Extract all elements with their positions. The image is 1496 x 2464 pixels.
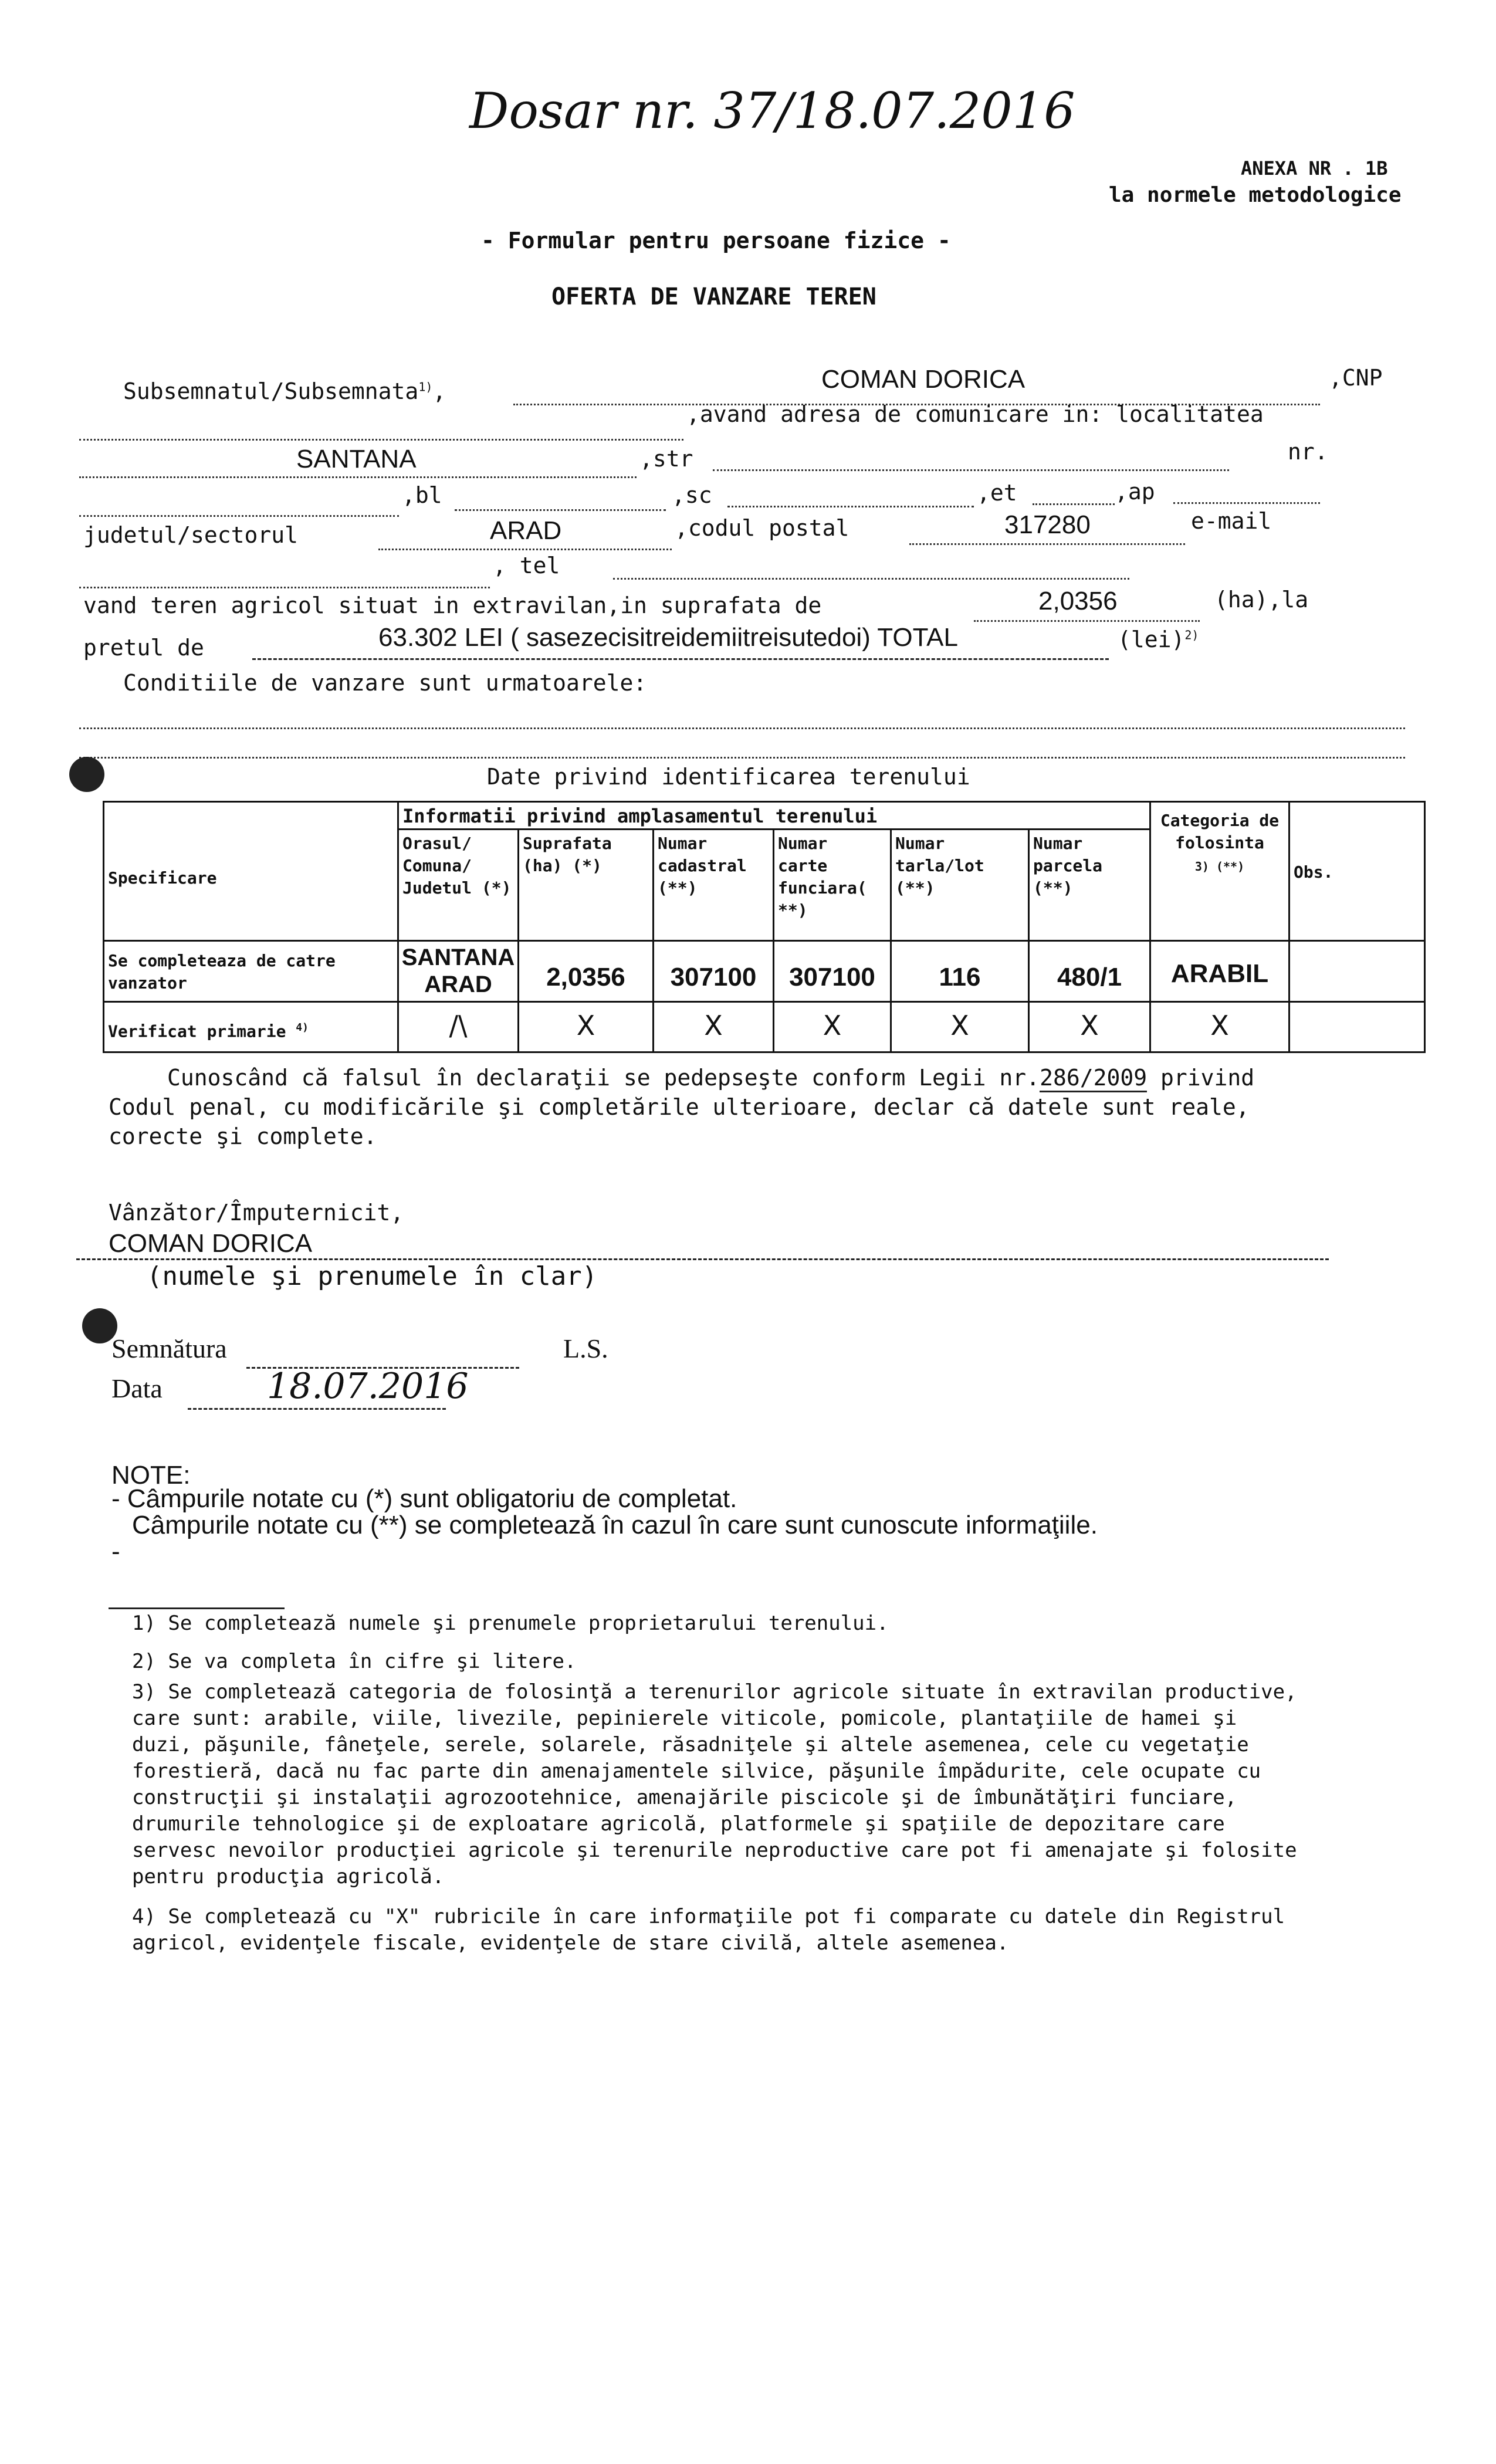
label-phone: , tel [493, 553, 560, 578]
date-value[interactable]: 18.07.2016 [267, 1366, 469, 1407]
label-name-in-clear: (numele şi prenumele în clar) [147, 1261, 598, 1291]
cell-cadastral[interactable]: 307100 [652, 940, 774, 1003]
label-seller: Vânzător/Împuternicit, [109, 1200, 404, 1226]
mark-city[interactable]: /\ [397, 1001, 519, 1053]
conditions-line-1 [79, 727, 1405, 729]
postal-code-value[interactable]: 317280 [1004, 510, 1091, 539]
header-category: Categoria de folosinta 3) (**) [1149, 801, 1290, 942]
form-title: OFERTA DE VANZARE TEREN [551, 283, 876, 310]
label-signature: Semnătura [111, 1333, 227, 1363]
label-lei: (lei)$^{2)}$ [1118, 627, 1199, 652]
cell-category[interactable]: ARABIL [1149, 940, 1290, 1003]
phone-line [613, 578, 1129, 580]
label-subsemnatul: Subsemnatul/Subsemnata$^{1)}$, [123, 378, 446, 404]
label-hectares: (ha),la [1214, 587, 1309, 612]
mark-land-book[interactable]: X [773, 1001, 892, 1053]
label-postal-code: ,codul postal [675, 515, 849, 541]
label-price: pretul de [83, 635, 204, 661]
header-tarla: Numar tarla/lot (**) [890, 828, 1030, 942]
land-identification-table [103, 801, 1426, 1053]
cell-parcel[interactable]: 480/1 [1028, 940, 1151, 1003]
label-address: ,avand adresa de comunicare in: localitatea [686, 401, 1264, 427]
label-floor: ,et [977, 480, 1017, 506]
header-cadastral: Numar cadastral (**) [652, 828, 774, 942]
note-2: Câmpurile notate cu (**) se completează în cazul în care sunt cunoscute informaţiile. [132, 1511, 1098, 1539]
punch-hole [69, 757, 104, 792]
mark-obs[interactable] [1288, 1001, 1426, 1053]
header-specificare: Specificare [103, 801, 399, 942]
annex-number: ANEXA NR . 1B [1241, 157, 1388, 180]
form-subtitle: - Formular pentru persoane fizice - [481, 228, 951, 253]
seller-name-value[interactable]: COMAN DORICA [821, 365, 1025, 394]
mark-tarla[interactable]: X [890, 1001, 1030, 1053]
email-line [79, 587, 490, 588]
header-location-group: Informatii privind amplasamentul terenului [397, 801, 1151, 830]
cell-city[interactable]: SANTANA ARAD [397, 940, 519, 1003]
row-seller-label: Se completeaza de catre vanzator [103, 940, 399, 1003]
note-3: - [111, 1537, 120, 1566]
label-cnp: ,CNP [1329, 365, 1383, 391]
footnote-separator [109, 1607, 285, 1609]
header-area: Suprafata (ha) (*) [517, 828, 654, 942]
label-county: judetul/sectorul [83, 522, 299, 548]
locality-line [79, 476, 637, 478]
footnote-4: 4) Se completează cu "X" rubricile în care informaţiile pot fi comparate cu datele din Registrul agricol, evidenţele fiscale, evidenţele de stare civilă, altele asemenea. [132, 1905, 1285, 1955]
seller-printed-name[interactable]: COMAN DORICA [109, 1229, 313, 1258]
annex-norms: la normele metodologice [1109, 183, 1402, 207]
notes-title: NOTE: [111, 1461, 191, 1490]
header-parcel: Numar parcela (**) [1028, 828, 1151, 942]
label-land-sale: vand teren agricol situat in extravilan,in suprafata de [83, 593, 822, 618]
label-nr: nr. [1288, 439, 1328, 465]
nr-line [79, 515, 399, 517]
label-block: ,bl [402, 482, 442, 508]
conditions-line-2 [79, 757, 1405, 759]
postal-code-line [909, 543, 1185, 545]
date-line [188, 1408, 446, 1410]
cell-area[interactable]: 2,0356 [517, 940, 654, 1003]
header-land-book: Numar carte funciara( **) [773, 828, 892, 942]
price-line [252, 658, 1109, 660]
declaration-line-1: Cunoscând că falsul în declaraţii se pedepseşte conform Legii nr.286/2009 privind [167, 1065, 1254, 1091]
county-value[interactable]: ARAD [490, 516, 562, 545]
header-obs: Obs. [1288, 801, 1426, 942]
mark-category[interactable]: X [1149, 1001, 1290, 1053]
table-caption: Date privind identificarea terenului [487, 764, 970, 790]
label-seal: L.S. [563, 1333, 608, 1363]
declaration-line-3: corecte şi complete. [109, 1123, 377, 1149]
mark-cadastral[interactable]: X [652, 1001, 774, 1053]
declaration-line-2: Codul penal, cu modificările şi completările ulterioare, declar că datele sunt reale, [109, 1094, 1250, 1120]
cell-tarla[interactable]: 116 [890, 940, 1030, 1003]
staircase-line [727, 506, 974, 507]
area-line [974, 620, 1200, 622]
apartment-line [1173, 502, 1320, 504]
footnote-2: 2) Se va completa în cifre şi litere. [132, 1650, 577, 1673]
label-apartment: ,ap [1115, 479, 1155, 505]
label-street: ,str [639, 446, 693, 472]
handwritten-file-number: Dosar nr. 37/18.07.2016 [469, 82, 1075, 140]
street-line [713, 469, 1229, 471]
row-verified-label: Verificat primarie $^{4)}$ [103, 1001, 399, 1053]
header-city: Orasul/ Comuna/ Judetul (*) [397, 828, 519, 942]
label-email: e-mail [1191, 508, 1272, 534]
label-staircase: ,sc [672, 482, 712, 508]
area-value[interactable]: 2,0356 [1038, 587, 1118, 615]
block-line [455, 509, 666, 511]
cell-land-book[interactable]: 307100 [773, 940, 892, 1003]
cell-obs[interactable] [1288, 940, 1426, 1003]
label-date: Data [111, 1373, 163, 1403]
footnote-3: 3) Se completează categoria de folosinţă a terenurilor agricole situate în extravilan productive, care sunt: arabile, viile, livezile, pepinierele viticole, pomicole, plantaţiile de hamei şi duzi, păşunile, fâneţele, serele, solarele, răsadniţele şi altele asemenea, cele cu vegetaţie forestieră, dacă nu fac parte din amenajamentele silvice, păşunile împădurite, cele ocupate cu construcţii şi instalaţii agrozootehnice, amenajările piscicole şi de îmbunătăţiri funciare, drumurile tehnologice şi de exploatare agricolă, platformele şi spaţiile de depozitare care servesc nevoilor producţiei agricole şi terenurile neproductive care pot fi amenajate şi folosite pentru producţia agricolă. [132, 1680, 1297, 1888]
price-value[interactable]: 63.302 LEI ( sasezecisitreidemiitreisutedoi) TOTAL [378, 623, 959, 652]
locality-value[interactable]: SANTANA [296, 445, 417, 473]
mark-area[interactable]: X [517, 1001, 654, 1053]
label-sale-conditions: Conditiile de vanzare sunt urmatoarele: [123, 670, 647, 696]
county-line [378, 549, 672, 550]
seller-name-line [76, 1258, 1329, 1260]
cnp-line [79, 439, 683, 441]
mark-parcel[interactable]: X [1028, 1001, 1151, 1053]
floor-line [1033, 503, 1115, 505]
note-1: - Câmpurile notate cu (*) sunt obligatoriu de completat. [111, 1484, 737, 1513]
footnote-1: 1) Se completează numele şi prenumele proprietarului terenului. [132, 1612, 889, 1635]
